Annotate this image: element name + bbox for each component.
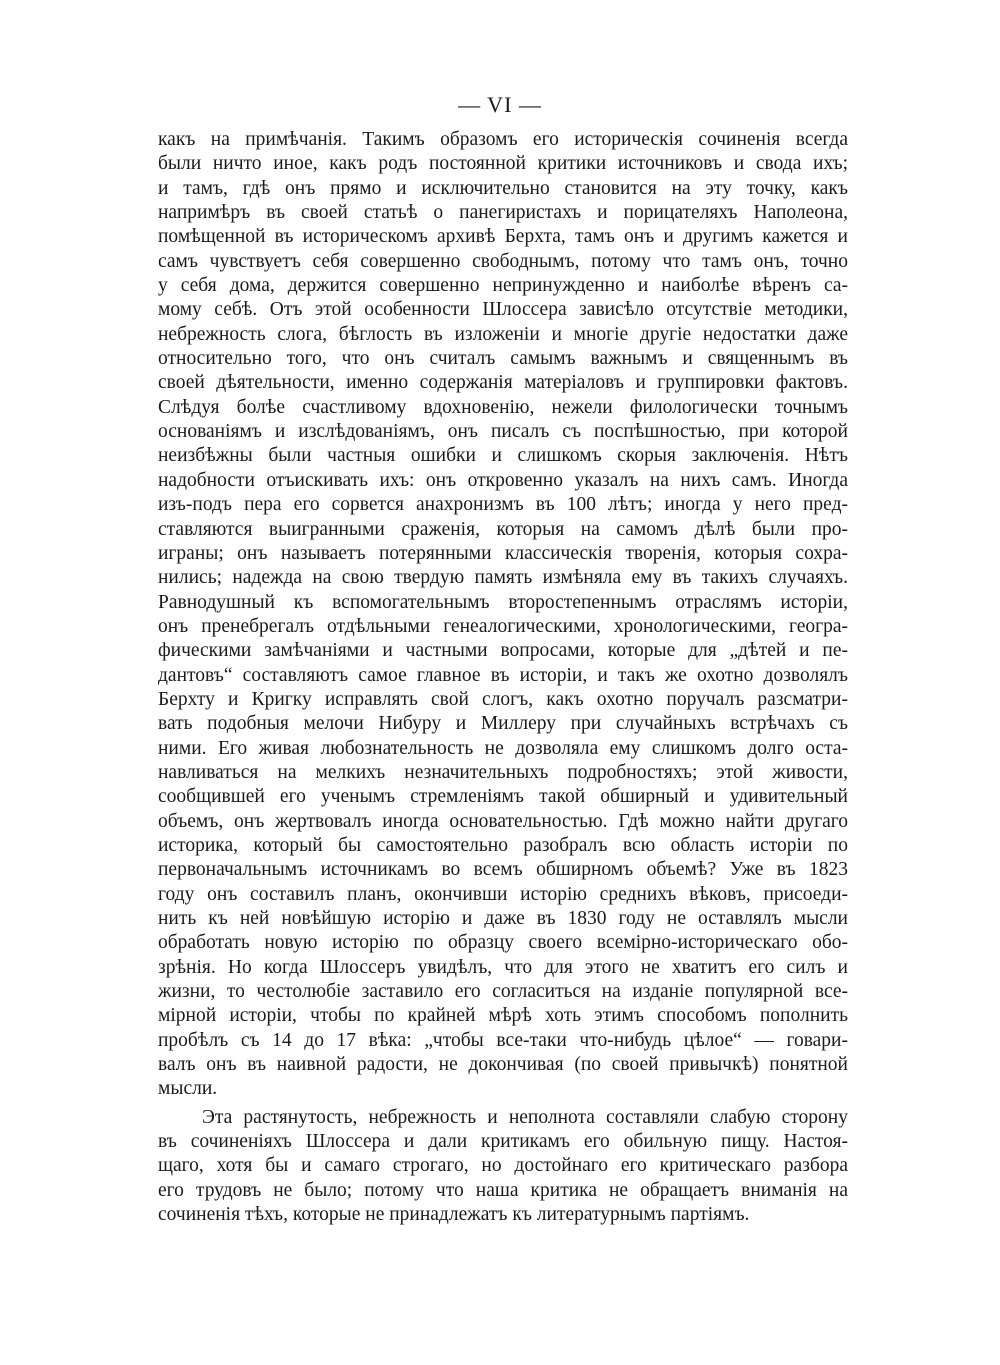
text-line: навливаться на мелкихъ незначительныхъ подробностяхъ; этой живости, (158, 761, 848, 783)
paragraph-1 (158, 128, 848, 1102)
text-line: первоначальнымъ источникамъ во всемъ обширномъ объемѣ? Уже въ 1823 (158, 859, 848, 881)
text-line: самъ чувствуетъ себя совершенно свободнымъ, потому что тамъ онъ, точно (158, 250, 848, 272)
text-line: мірной исторіи, чтобы по крайней мѣрѣ хоть этимъ способомъ пополнить (158, 1005, 848, 1027)
text-line: мому себѣ. Отъ этой особенности Шлоссера зависѣло отсутствіе методики, (158, 299, 848, 321)
text-line: вать подобныя мелочи Нибуру и Миллеру при случайныхъ встрѣчахъ съ (158, 713, 848, 735)
text-line: обработать новую исторію по образцу своего всемірно-историческаго обо- (158, 932, 848, 954)
text-line: сообщившей его ученымъ стремленіямъ такой обширный и удивительный (158, 786, 848, 808)
text-line: Равнодушный къ вспомогательнымъ второстепеннымъ отраслямъ исторіи, (158, 591, 848, 613)
text-line: какъ на примѣчанія. Такимъ образомъ его историческія сочиненія всегда (158, 129, 848, 150)
text-line: историка, который бы самостоятельно разобралъ всю область исторіи по (158, 834, 848, 856)
text-line: жизни, то честолюбіе заставило его согласиться на изданіе популярной все- (158, 981, 848, 1003)
text-line: и тамъ, гдѣ онъ прямо и исключительно становится на эту точку, какъ (158, 177, 848, 199)
text-line: были ничто иное, какъ родъ постоянной критики источниковъ и свода ихъ; (158, 153, 848, 175)
text-line: нились; надежда на свою твердую память измѣняла ему въ такихъ случаяхъ. (158, 567, 848, 589)
text-line: его трудовъ не было; потому что наша критика не обращаетъ вниманія на (158, 1179, 848, 1201)
text-line: изъ-подъ пера его сорвется анахронизмъ въ 100 лѣтъ; иногда у него пред- (158, 494, 848, 516)
text-line: относительно того, что онъ считалъ самымъ важнымъ и священнымъ въ (158, 348, 848, 370)
body-text (158, 128, 848, 1227)
text-line: онъ пренебрегалъ отдѣльными генеалогическими, хронологическими, геогра- (158, 615, 848, 637)
text-line: ними. Его живая любознательность не дозволяла ему слишкомъ долго оста- (158, 737, 848, 759)
text-line: валъ онъ въ наивной радости, не докончивая (по своей привычкѣ) понятной (158, 1054, 848, 1076)
text-line: объемъ, онъ жертвовалъ иногда основательностью. Гдѣ можно найти другаго (158, 810, 848, 832)
text-line: нить къ ней новѣйшую исторію и даже въ 1830 году не оставлялъ мысли (158, 908, 848, 929)
text-line: Слѣдуя болѣе счастливому вдохновенію, нежели филологически точнымъ (158, 396, 848, 418)
page-number: — VI — (458, 92, 542, 117)
text-line: надобности отъискивать ихъ: онъ откровенно указалъ на нихъ самъ. Иногда (158, 469, 848, 491)
text-line: фическими замѣчаніями и частными вопросами, которые для „дѣтей и пе- (158, 640, 848, 662)
text-line: зрѣнія. Но когда Шлоссеръ увидѣлъ, что для этого не хватитъ его силъ и (158, 956, 848, 978)
text-line: дантовъ“ составляютъ самое главное въ исторіи, и такъ же охотно дозволялъ (158, 664, 848, 686)
text-line: щаго, хотя бы и самаго строгаго, но достойнаго его критическаго разбора (158, 1155, 848, 1177)
text-line: въ сочиненіяхъ Шлоссера и дали критикамъ его обильную пищу. Настоя- (158, 1131, 848, 1153)
text-line: своей дѣятельности, именно содержанія матеріаловъ и группировки фактовъ. (158, 372, 848, 394)
text-line: неизбѣжны были частныя ошибки и слишкомъ скорыя заключенія. Нѣтъ (158, 445, 848, 467)
text-line: небрежность слога, бѣглость въ изложеніи и многіе другіе недостатки даже (158, 323, 848, 345)
text-line: помѣщенной въ историческомъ архивѣ Берхта, тамъ онъ и другимъ кажется и (158, 226, 848, 248)
text-line: пробѣлъ съ 14 до 17 вѣка: „чтобы все-таки что-нибудь цѣлое“ — говари- (158, 1029, 848, 1051)
text-line: основаніямъ и изслѣдованіямъ, онъ писалъ съ поспѣшностью, при которой (158, 421, 848, 443)
text-line: Эта растянутость, небрежность и неполнота составляли слабую сторону (202, 1106, 848, 1128)
text-line: году онъ составилъ планъ, окончивши исторію среднихъ вѣковъ, присоеди- (158, 883, 848, 905)
text-line: играны; онъ называетъ потерянными классическія творенія, которыя сохра- (158, 542, 848, 564)
text-line: Берхту и Кригку исправлять свой слогъ, какъ охотно поручалъ разсматри- (158, 688, 848, 710)
text-line: мысли. (158, 1078, 218, 1100)
text-line: сочиненія тѣхъ, которые не принадлежатъ къ литературнымъ партіямъ. (158, 1204, 750, 1226)
text-line: у себя дома, держится совершенно непринужденно и наиболѣе вѣренъ са- (158, 275, 848, 297)
text-line: напримѣръ въ своей статьѣ о панегиристахъ и порицателяхъ Наполеона, (158, 202, 848, 224)
text-line: ставляются выигранными сраженія, которыя на самомъ дѣлѣ были про- (158, 518, 848, 540)
paragraph-2 (158, 1106, 848, 1228)
